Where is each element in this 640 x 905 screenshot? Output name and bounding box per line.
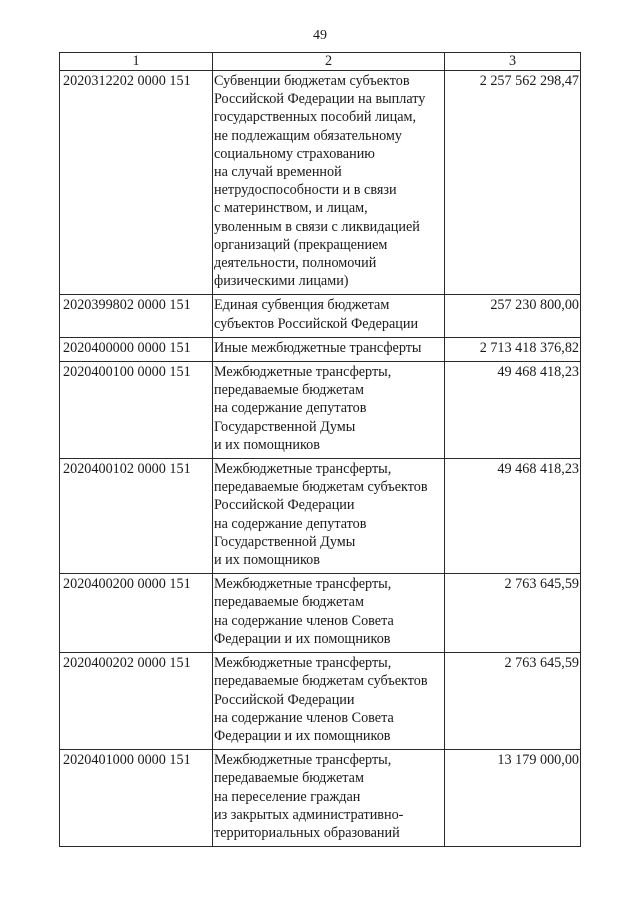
table-row [60,295,581,337]
table-row [60,337,581,361]
item-name: Межбюджетные трансферты, передаваемые бюджетам на содержание депутатов Государственной Думы и их помощников [213,362,445,459]
page-number: 49 [313,28,327,43]
column-header-1: 1 [60,53,213,71]
item-name: Межбюджетные трансферты, передаваемые бюджетам на содержание членов Совета Федерации и их помощников [213,574,445,653]
item-name: Межбюджетные трансферты, передаваемые бюджетам субъектов Российской Федерации на содержание депутатов Государственной Думы и их помощников [213,459,445,574]
budget-code: 2020400102 0000 151 [60,459,213,574]
item-name: Межбюджетные трансферты, передаваемые бюджетам на переселение граждан из закрытых административно- территориальных образований [213,750,445,847]
table-row [60,574,581,653]
table-row [60,362,581,459]
budget-code: 2020400000 0000 151 [60,337,213,361]
budget-code: 2020400202 0000 151 [60,653,213,750]
item-name: Субвенции бюджетам субъектов Российской Федерации на выплату государственных пособий лицам, не подлежащим обязательному социальному страхованию на случай временной нетрудоспособности и в связи с материнством, и лицам, уволенным в связи с ликвидацией организаций (прекращением деятельности, полномочий физическими лицами) [213,71,445,295]
budget-table [59,52,581,847]
budget-code: 2020312202 0000 151 [60,71,213,295]
amount: 2 763 645,59 [445,574,581,653]
item-name: Иные межбюджетные трансферты [213,337,445,361]
budget-code: 2020401000 0000 151 [60,750,213,847]
budget-code: 2020400100 0000 151 [60,362,213,459]
item-name: Межбюджетные трансферты, передаваемые бюджетам субъектов Российской Федерации на содержание членов Совета Федерации и их помощников [213,653,445,750]
table-row [60,459,581,574]
amount: 49 468 418,23 [445,459,581,574]
table-row [60,71,581,295]
column-header-3: 3 [445,53,581,71]
column-header-2: 2 [213,53,445,71]
amount: 2 713 418 376,82 [445,337,581,361]
table-row [60,750,581,847]
amount: 257 230 800,00 [445,295,581,337]
amount: 13 179 000,00 [445,750,581,847]
amount: 2 763 645,59 [445,653,581,750]
amount: 49 468 418,23 [445,362,581,459]
budget-code: 2020399802 0000 151 [60,295,213,337]
item-name: Единая субвенция бюджетам субъектов Российской Федерации [213,295,445,337]
amount: 2 257 562 298,47 [445,71,581,295]
header-row [60,53,581,71]
table-row [60,653,581,750]
budget-code: 2020400200 0000 151 [60,574,213,653]
